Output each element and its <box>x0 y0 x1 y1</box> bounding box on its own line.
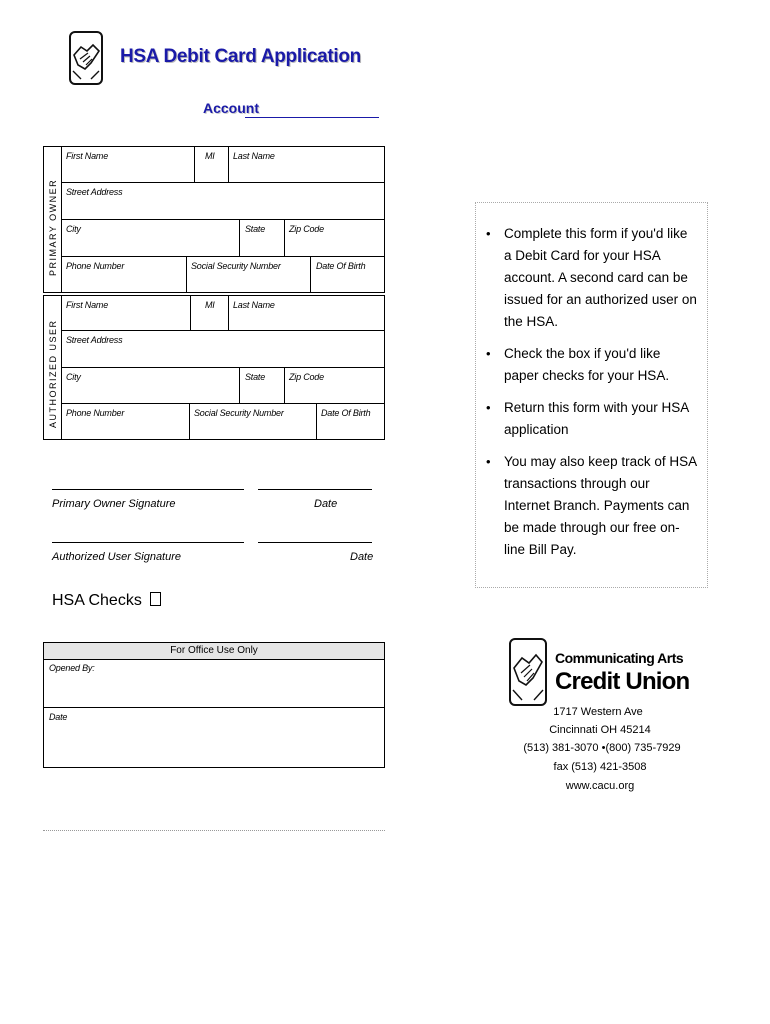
hsa-checks-checkbox[interactable] <box>150 592 161 606</box>
au-state-field[interactable] <box>240 368 285 404</box>
au-zip-code-label: Zip Code <box>289 372 324 382</box>
au-dob-label: Date Of Birth <box>321 408 371 418</box>
authorized-user-signature-line[interactable] <box>52 542 244 543</box>
primary-owner-form <box>61 146 385 293</box>
office-use-header: For Office Use Only <box>44 643 384 660</box>
street-address-label: Street Address <box>66 187 123 197</box>
au-mi-field[interactable] <box>191 295 229 331</box>
website-link[interactable]: www.cacu.org <box>565 780 635 792</box>
page-title: HSA Debit Card Application <box>120 46 361 67</box>
au-first-name-field[interactable] <box>61 295 191 331</box>
first-name-label: First Name <box>66 151 109 161</box>
instruction-item: • You may also keep track of HSA transactions through our Internet Branch. Payments can be made through our free on-line Bill Pay. <box>504 451 707 561</box>
primary-owner-date-label: Date <box>314 498 338 510</box>
credit-union-name-line2: Credit Union <box>555 668 690 695</box>
opened-by-label: Opened By: <box>49 663 95 673</box>
primary-owner-date-line[interactable] <box>258 489 372 490</box>
au-dob-field[interactable] <box>317 404 385 440</box>
primary-owner-section-label: PRIMARY OWNER <box>48 178 58 276</box>
authorized-user-section-label: AUTHORIZED USER <box>48 319 58 428</box>
au-last-name-label: Last Name <box>233 300 275 310</box>
address-line2: Cincinnati OH 45214 <box>549 724 651 736</box>
instruction-item: • Check the box if you'd like paper checks for your HSA. <box>504 343 707 387</box>
au-last-name-field[interactable] <box>229 295 385 331</box>
au-ssn-field[interactable] <box>190 404 317 440</box>
authorized-user-form <box>61 295 385 440</box>
zip-code-label: Zip Code <box>289 224 324 234</box>
state-label: State <box>245 224 266 234</box>
phone-number-field[interactable] <box>61 257 187 293</box>
au-city-label: City <box>66 372 81 382</box>
ssn-label: Social Security Number <box>191 261 281 271</box>
instruction-item: • Return this form with your HSA application <box>504 397 707 441</box>
state-field[interactable] <box>240 220 285 257</box>
au-city-field[interactable] <box>61 368 240 404</box>
mi-label: MI <box>205 151 215 161</box>
primary-owner-signature-label: Primary Owner Signature <box>52 498 176 510</box>
au-phone-number-field[interactable] <box>61 404 190 440</box>
hsa-checks-label: HSA Checks <box>52 592 142 609</box>
phone-numbers: (513) 381-3070 •(800) 735-7929 <box>523 742 681 754</box>
dob-field[interactable] <box>311 257 385 293</box>
primary-owner-signature-line[interactable] <box>52 489 244 490</box>
au-first-name-label: First Name <box>66 300 109 310</box>
account-label: Account <box>203 100 259 116</box>
credit-union-handshake-icon <box>509 638 547 706</box>
office-date-field[interactable] <box>44 707 384 768</box>
cut-line <box>43 830 385 831</box>
au-street-address-label: Street Address <box>66 335 123 345</box>
authorized-user-date-line[interactable] <box>258 542 372 543</box>
authorized-user-signature-label: Authorized User Signature <box>52 551 182 563</box>
au-street-address-field[interactable] <box>61 331 385 368</box>
zip-code-field[interactable] <box>285 220 385 257</box>
instructions-box <box>475 202 708 588</box>
au-phone-number-label: Phone Number <box>66 408 125 418</box>
phone-number-label: Phone Number <box>66 261 125 271</box>
last-name-label: Last Name <box>233 151 275 161</box>
office-date-label: Date <box>49 712 68 722</box>
hsa-checks-option <box>52 592 161 610</box>
account-field[interactable] <box>245 117 379 118</box>
au-mi-label: MI <box>205 300 215 310</box>
first-name-field[interactable] <box>61 146 195 183</box>
au-ssn-label: Social Security Number <box>194 408 284 418</box>
handshake-logo-icon <box>69 31 103 85</box>
authorized-user-date-label: Date <box>350 551 374 563</box>
credit-union-name-line1: Communicating Arts <box>555 650 684 666</box>
city-field[interactable] <box>61 220 240 257</box>
au-zip-code-field[interactable] <box>285 368 385 404</box>
ssn-field[interactable] <box>187 257 311 293</box>
street-address-field[interactable] <box>61 183 385 220</box>
address-line1: 1717 Western Ave <box>553 706 643 718</box>
fax-number: fax (513) 421-3508 <box>553 761 647 773</box>
au-state-label: State <box>245 372 266 382</box>
last-name-field[interactable] <box>229 146 385 183</box>
mi-field[interactable] <box>195 146 229 183</box>
dob-label: Date Of Birth <box>316 261 366 271</box>
office-use-box <box>43 642 385 768</box>
instruction-item: • Complete this form if you'd like a Debit Card for your HSA account. A second card can be issued for an authorized user on the HSA. <box>504 223 707 333</box>
city-label: City <box>66 224 81 234</box>
